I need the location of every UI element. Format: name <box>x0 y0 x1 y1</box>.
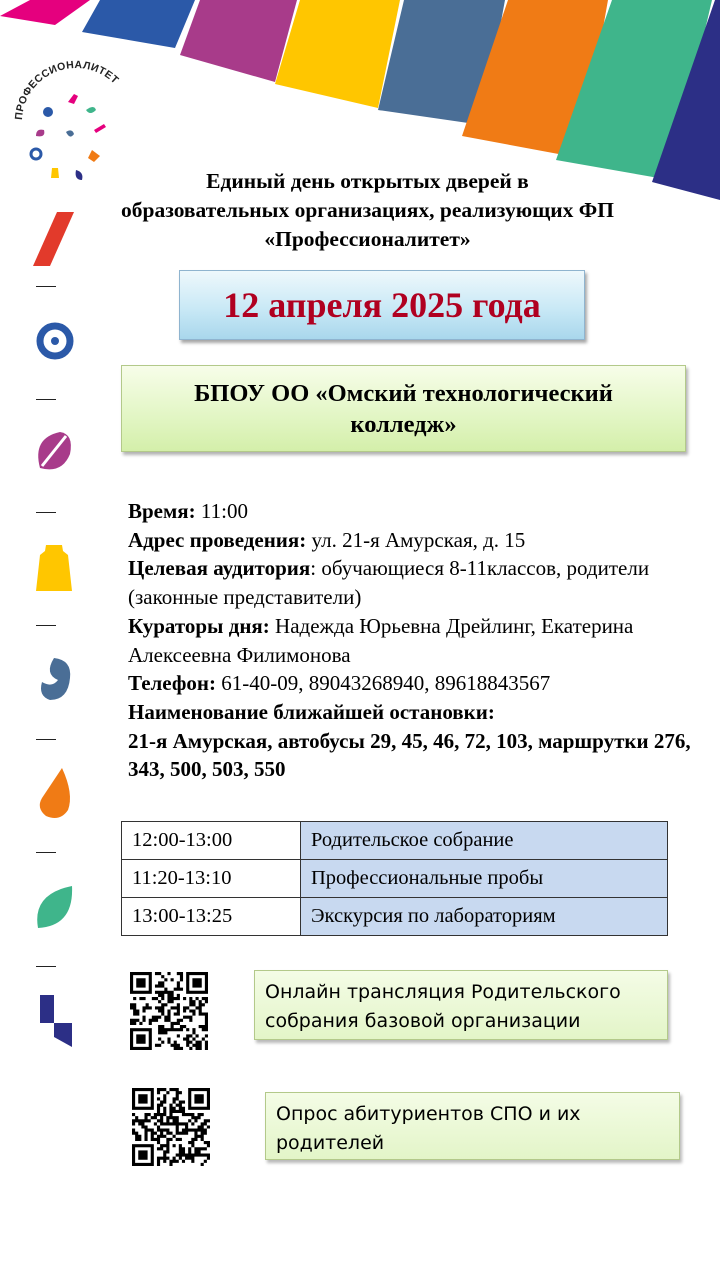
schedule-time: 11:20-13:10 <box>122 860 301 898</box>
ring-icon <box>30 305 80 375</box>
schedule-time: 12:00-13:00 <box>122 822 301 860</box>
info-curators: Кураторы дня: Надежда Юрьевна Дрейлинг, Екатерина Алексеевна Филимонова <box>128 613 634 667</box>
stripe-blue <box>82 0 195 48</box>
divider-dash <box>36 852 56 853</box>
info-time: Время: 11:00 <box>128 499 248 523</box>
table-row <box>122 860 668 898</box>
event-info <box>128 497 708 784</box>
event-date: 12 апреля 2025 года <box>223 285 541 325</box>
info-phone: Телефон: 61-40-09, 89043268940, 89618843567 <box>128 671 551 696</box>
stripe-yellow <box>275 0 400 108</box>
survey-link-label: Опрос абитуриентов СПО и их родителей <box>276 1103 581 1154</box>
info-stop-label: Наименование ближайшей остановки: <box>128 699 495 724</box>
table-row <box>122 822 668 860</box>
divider-dash <box>36 512 56 513</box>
bell-shape-icon <box>30 533 80 603</box>
schedule-event: Экскурсия по лабораториям <box>301 898 668 936</box>
info-address: Адрес проведения: ул. 21-я Амурская, д. 15 <box>128 527 526 552</box>
date-banner <box>179 270 585 340</box>
slash-icon <box>30 210 80 280</box>
qr-code-broadcast[interactable] <box>130 972 208 1050</box>
schedule-event: Родительское собрание <box>301 822 668 860</box>
divider-dash <box>36 739 56 740</box>
divider-dash <box>36 286 56 287</box>
stripe-magenta <box>0 0 90 25</box>
leaf-split-icon <box>30 418 80 488</box>
divider-dash <box>36 399 56 400</box>
organization-banner <box>121 365 686 452</box>
organization-name: БПОУ ОО «Омский технологический колледж» <box>194 379 613 438</box>
schedule-time: 13:00-13:25 <box>122 898 301 936</box>
divider-dash <box>36 966 56 967</box>
drop-icon <box>30 758 80 828</box>
swirl-icon <box>30 644 80 714</box>
info-audience: Целевая аудитория: обучающиеся 8-11классов, родители (законные представители) <box>128 556 650 610</box>
qr-code-survey[interactable] <box>132 1088 210 1166</box>
svg-text:ПРОФЕССИОНАЛИТЕТ: ПРОФЕССИОНАЛИТЕТ <box>12 58 121 121</box>
s-shape-icon <box>30 985 80 1055</box>
info-stop-value: 21-я Амурская, автобусы 29, 45, 46, 72, 103, маршрутки 276, 343, 500, 503, 550 <box>128 728 691 782</box>
broadcast-link-label: Онлайн трансляция Родительского собрания базовой организации <box>265 981 621 1032</box>
leaf-icon <box>30 872 80 942</box>
schedule-event: Профессиональные пробы <box>301 860 668 898</box>
table-row <box>122 898 668 936</box>
broadcast-link-box[interactable] <box>254 970 668 1040</box>
divider-dash <box>36 625 56 626</box>
survey-link-box[interactable] <box>265 1092 680 1160</box>
event-title: Единый день открытых дверей в образовательных организациях, реализующих ФП «Профессионалитет» <box>121 169 614 251</box>
schedule-table <box>121 821 668 936</box>
